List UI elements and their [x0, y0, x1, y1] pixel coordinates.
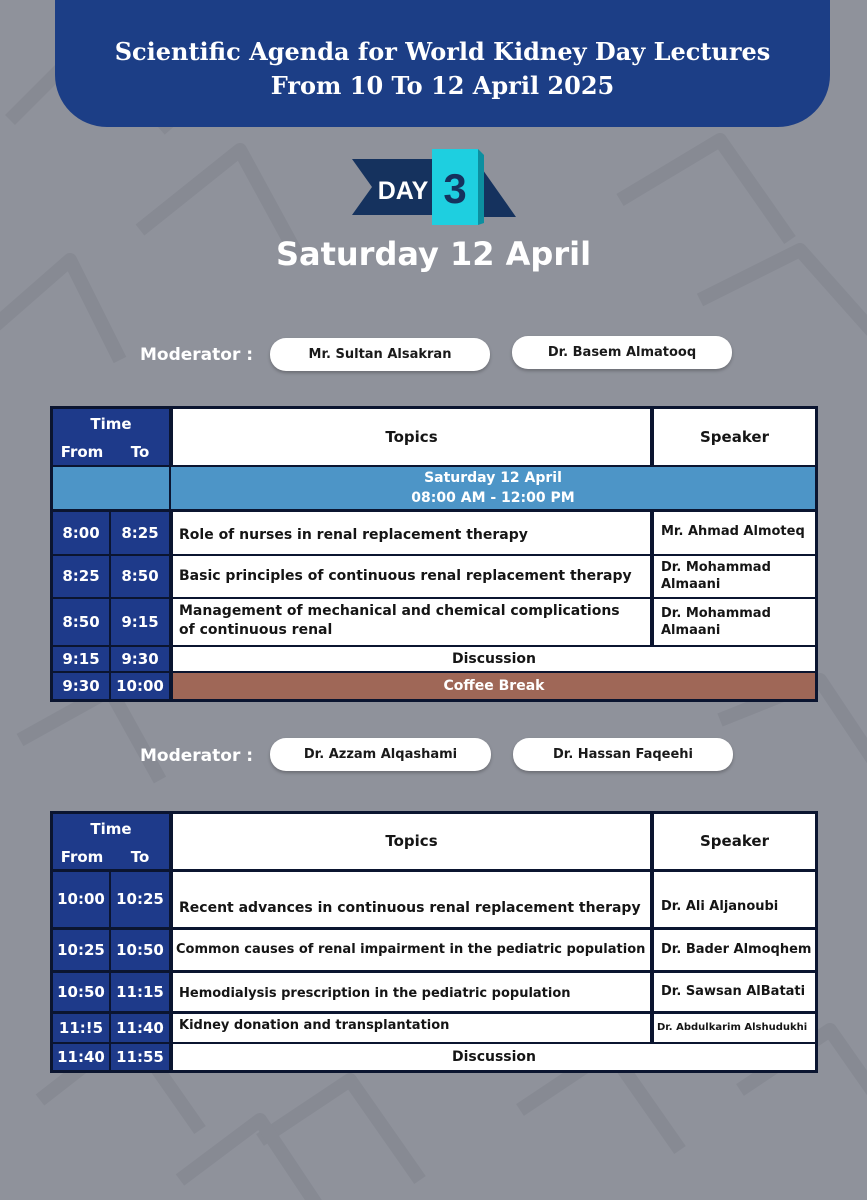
row-speaker: Dr. Mohammad Almaani	[654, 599, 815, 645]
row-from: 8:00	[53, 512, 109, 554]
speaker-header: Speaker	[654, 409, 815, 465]
discussion-row: Discussion	[173, 647, 815, 671]
time-header: Time	[53, 409, 169, 440]
row-from: 8:25	[53, 556, 109, 597]
discussion-from: 11:40	[53, 1044, 109, 1070]
banner-time-cell	[53, 467, 169, 509]
header-banner	[55, 0, 830, 127]
row-topic: Hemodialysis prescription in the pediatric population	[173, 973, 650, 1011]
row-to: 8:25	[111, 512, 169, 554]
session1-moderator-label: Moderator :	[140, 345, 254, 365]
session-banner	[171, 467, 815, 509]
day-word: DAY	[377, 177, 429, 205]
row-to: 10:25	[111, 872, 169, 927]
from-header: From	[53, 845, 111, 869]
row-speaker: Mr. Ahmad Almoteq	[654, 512, 815, 554]
session1-moderator-2: Dr. Basem Almatooq	[512, 336, 732, 369]
row-topic: Kidney donation and transplantation	[173, 1014, 650, 1042]
session1-moderator-1: Mr. Sultan Alsakran	[270, 338, 490, 371]
row-topic: Common causes of renal impairment in the pediatric population	[173, 930, 650, 970]
topics-header: Topics	[173, 814, 650, 869]
row-to: 8:50	[111, 556, 169, 597]
discussion-to: 9:30	[111, 647, 169, 671]
row-from: 10:50	[53, 973, 109, 1011]
coffee-to: 10:00	[111, 673, 169, 699]
discussion-to: 11:55	[111, 1044, 169, 1070]
time-header: Time	[53, 814, 169, 845]
banner-time-range: 08:00 AM - 12:00 PM	[411, 490, 575, 506]
row-speaker: Dr. Sawsan AlBatati	[654, 973, 815, 1011]
coffee-from: 9:30	[53, 673, 109, 699]
row-topic: Role of nurses in renal replacement therapy	[173, 512, 650, 554]
row-speaker: Dr. Mohammad Almaani	[654, 556, 815, 597]
row-speaker: Dr. Ali Aljanoubi	[654, 872, 815, 927]
header-title: Scientific Agenda for World Kidney Day Lectures	[114, 37, 771, 66]
topics-header: Topics	[173, 409, 650, 465]
row-to: 11:15	[111, 973, 169, 1011]
day-number: 3	[443, 165, 467, 212]
row-from: 11:!5	[53, 1014, 109, 1042]
row-speaker: Dr. Abdulkarim Alshudukhi	[654, 1014, 815, 1042]
from-header: From	[53, 440, 111, 465]
day-badge	[348, 145, 518, 230]
row-to: 11:40	[111, 1014, 169, 1042]
to-header: To	[111, 845, 169, 869]
session2-moderator-1: Dr. Azzam Alqashami	[270, 738, 491, 771]
session2-moderator-label: Moderator :	[140, 746, 254, 766]
discussion-from: 9:15	[53, 647, 109, 671]
row-topic: Recent advances in continuous renal replacement therapy	[173, 872, 650, 927]
discussion-row: Discussion	[173, 1044, 815, 1070]
session2-table	[50, 811, 818, 1073]
row-from: 10:25	[53, 930, 109, 970]
row-to: 9:15	[111, 599, 169, 645]
row-to: 10:50	[111, 930, 169, 970]
row-topic: Management of mechanical and chemical complications of continuous renal	[173, 599, 650, 645]
session2-moderator-2: Dr. Hassan Faqeehi	[513, 738, 733, 771]
session1-table	[50, 406, 818, 702]
to-header: To	[111, 440, 169, 465]
day-title: Saturday 12 April	[275, 235, 592, 273]
banner-date: Saturday 12 April	[424, 470, 562, 486]
row-topic: Basic principles of continuous renal replacement therapy	[173, 556, 650, 597]
row-from: 10:00	[53, 872, 109, 927]
speaker-header: Speaker	[654, 814, 815, 869]
row-speaker: Dr. Bader Almoqhem	[654, 930, 815, 970]
header-dates: From 10 To 12 April 2025	[270, 71, 615, 100]
coffee-break-row: Coffee Break	[173, 673, 815, 699]
row-from: 8:50	[53, 599, 109, 645]
